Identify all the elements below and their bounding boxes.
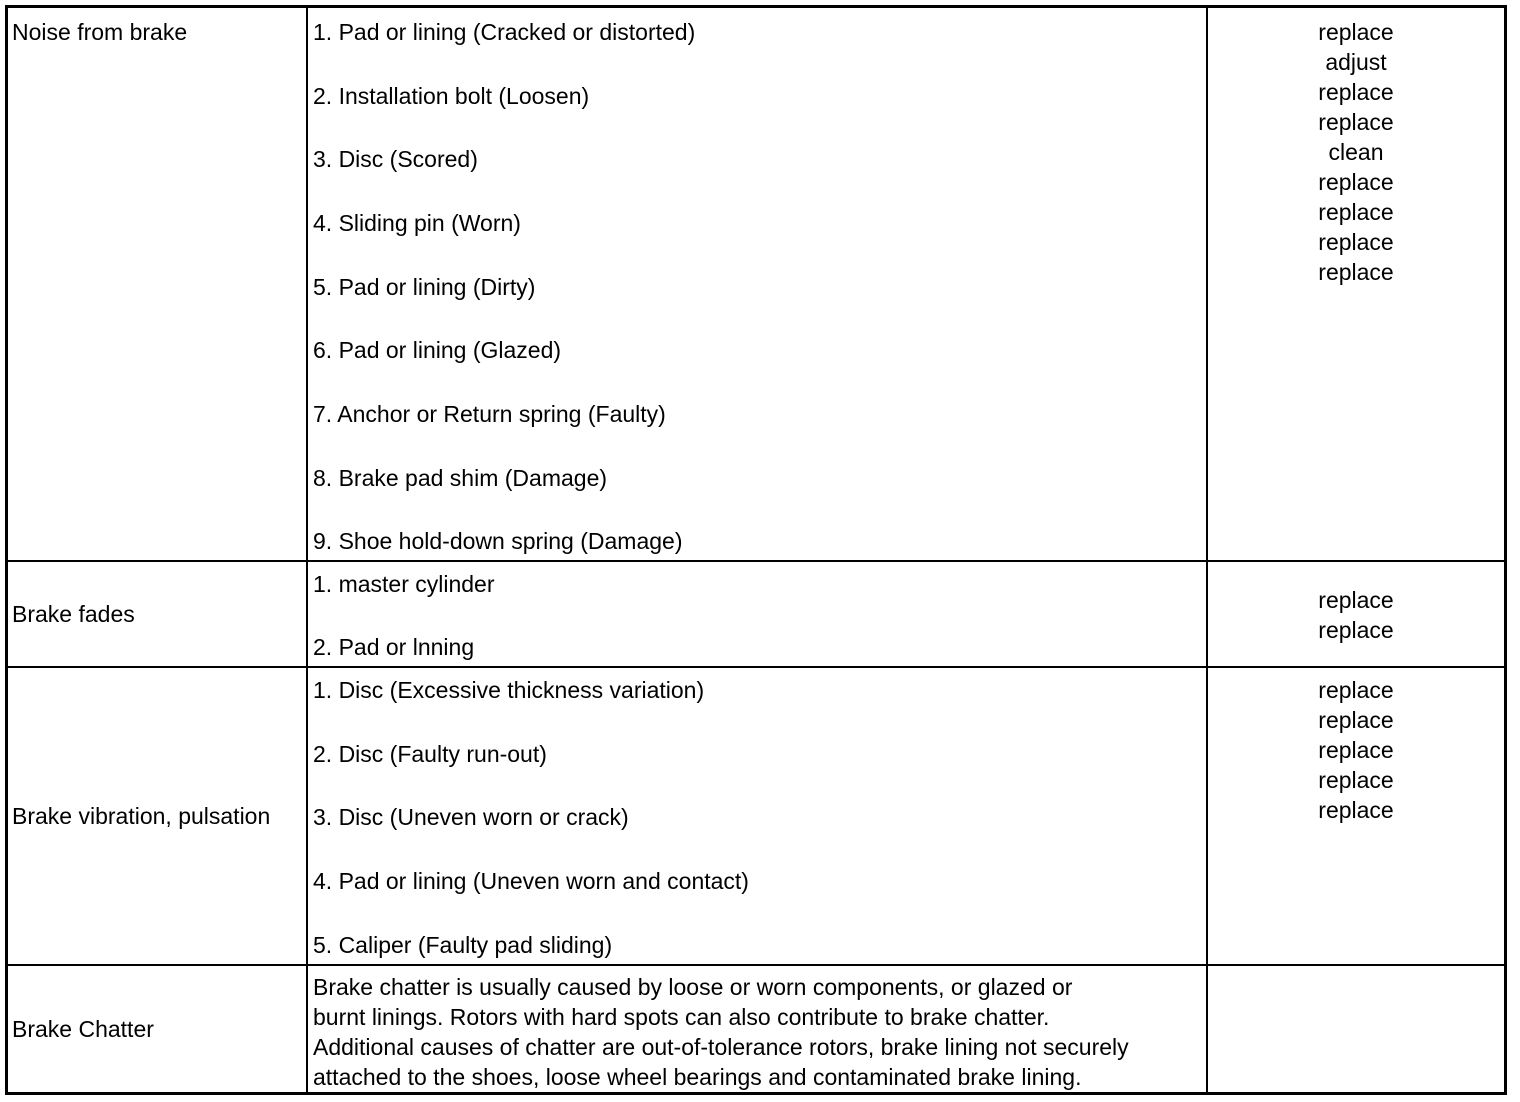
action-item: replace bbox=[1318, 109, 1394, 135]
table-row bbox=[8, 562, 1504, 668]
cause-item: 2. Installation bolt (Loosen) bbox=[313, 83, 590, 109]
cause-item: 2. Disc (Faulty run-out) bbox=[313, 741, 547, 767]
table-row bbox=[8, 966, 1504, 1092]
symptom-cell bbox=[8, 562, 308, 666]
description-cell bbox=[308, 966, 1208, 1092]
action-item: replace bbox=[1318, 259, 1394, 285]
action-item: replace bbox=[1318, 169, 1394, 195]
action-item: replace bbox=[1318, 797, 1394, 823]
cause-item: 3. Disc (Scored) bbox=[313, 146, 478, 172]
cause-item: 5. Pad or lining (Dirty) bbox=[313, 274, 536, 300]
symptom-cell bbox=[8, 8, 308, 560]
action-item: replace bbox=[1318, 199, 1394, 225]
cause-item: 3. Disc (Uneven worn or crack) bbox=[313, 804, 629, 830]
cause-item: 4. Sliding pin (Worn) bbox=[313, 210, 521, 236]
action-item: clean bbox=[1328, 139, 1384, 165]
cause-item: 1. master cylinder bbox=[313, 571, 495, 597]
description-line: Brake chatter is usually caused by loose or worn components, or glazed or bbox=[313, 974, 1073, 1000]
symptom-cell bbox=[8, 668, 308, 964]
action-item: adjust bbox=[1325, 49, 1387, 75]
cause-cell bbox=[308, 668, 1208, 964]
table-row bbox=[8, 8, 1504, 562]
action-item: replace bbox=[1318, 707, 1394, 733]
troubleshooting-table bbox=[5, 5, 1507, 1095]
action-item: replace bbox=[1318, 767, 1394, 793]
action-item: replace bbox=[1318, 617, 1394, 643]
action-item: replace bbox=[1318, 79, 1394, 105]
action-item: replace bbox=[1318, 737, 1394, 763]
action-cell bbox=[1208, 966, 1504, 1092]
symptom-cell bbox=[8, 966, 308, 1092]
action-cell bbox=[1208, 668, 1504, 964]
cause-item: 1. Pad or lining (Cracked or distorted) bbox=[313, 19, 696, 45]
description-line: attached to the shoes, loose wheel bearings and contaminated brake lining. bbox=[313, 1064, 1082, 1090]
cause-item: 8. Brake pad shim (Damage) bbox=[313, 465, 608, 491]
cause-item: 4. Pad or lining (Uneven worn and contact) bbox=[313, 868, 749, 894]
symptom-label: Brake vibration, pulsation bbox=[12, 803, 271, 829]
action-cell bbox=[1208, 562, 1504, 666]
action-item: replace bbox=[1318, 587, 1394, 613]
symptom-label: Brake Chatter bbox=[12, 1016, 154, 1042]
cause-item: 6. Pad or lining (Glazed) bbox=[313, 337, 562, 363]
description-line: burnt linings. Rotors with hard spots can also contribute to brake chatter. bbox=[313, 1004, 1050, 1030]
cause-cell bbox=[308, 562, 1208, 666]
action-item: replace bbox=[1318, 677, 1394, 703]
action-cell bbox=[1208, 8, 1504, 560]
table-row bbox=[8, 668, 1504, 966]
cause-item: 5. Caliper (Faulty pad sliding) bbox=[313, 932, 613, 958]
description-line: Additional causes of chatter are out-of-tolerance rotors, brake lining not securely bbox=[313, 1034, 1129, 1060]
cause-item: 9. Shoe hold-down spring (Damage) bbox=[313, 528, 683, 554]
action-item: replace bbox=[1318, 229, 1394, 255]
symptom-label: Brake fades bbox=[12, 601, 135, 627]
cause-item: 2. Pad or lnning bbox=[313, 634, 475, 660]
symptom-label: Noise from brake bbox=[12, 19, 188, 45]
action-item: replace bbox=[1318, 19, 1394, 45]
cause-cell bbox=[308, 8, 1208, 560]
cause-item: 7. Anchor or Return spring (Faulty) bbox=[313, 401, 666, 427]
cause-item: 1. Disc (Excessive thickness variation) bbox=[313, 677, 705, 703]
